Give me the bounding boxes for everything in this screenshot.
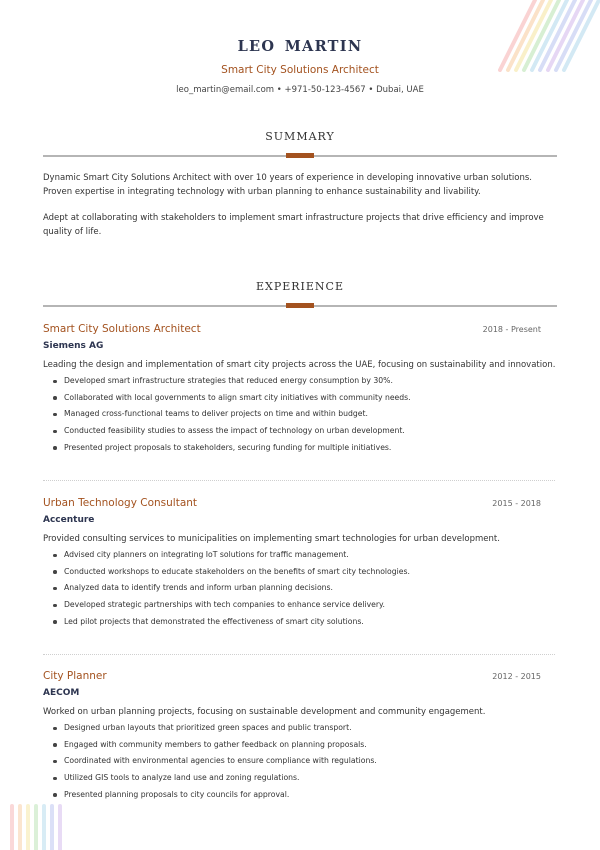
bullet-item: Presented project proposals to stakeholders, securing funding for multiple initiatives. bbox=[53, 440, 557, 457]
bullet-item: Collaborated with local governments to align smart city initiatives with community needs. bbox=[53, 390, 557, 407]
bullet-item: Designed urban layouts that prioritized green spaces and public transport. bbox=[53, 720, 557, 737]
job-dates: 2018 - Present bbox=[482, 325, 541, 334]
resume-header bbox=[0, 38, 600, 95]
bullet-item: Developed smart infrastructure strategies that reduced energy consumption by 30%. bbox=[53, 373, 557, 390]
candidate-title: Smart City Solutions Architect bbox=[221, 64, 379, 76]
job-bullets bbox=[43, 373, 557, 457]
section-rule bbox=[43, 305, 557, 307]
job-role: Smart City Solutions Architect bbox=[43, 323, 201, 335]
job-role: City Planner bbox=[43, 670, 107, 682]
job-description: Provided consulting services to municipalities on implementing smart technologies for urban development. bbox=[43, 534, 500, 544]
job-bullets bbox=[43, 720, 557, 804]
summary-paragraph: Dynamic Smart City Solutions Architect with over 10 years of experience in developing innovative urban solutions. Proven expertise in integrating technology with urban planning to enhance sustainability and livability. bbox=[43, 173, 532, 197]
summary-paragraph: Adept at collaborating with stakeholders to implement smart infrastructure projects that drive efficiency and improve quality of life. bbox=[43, 213, 544, 237]
bullet-item: Managed cross-functional teams to deliver projects on time and within budget. bbox=[53, 406, 557, 423]
job-dates: 2015 - 2018 bbox=[492, 499, 541, 508]
job-description: Worked on urban planning projects, focusing on sustainable development and community engagement. bbox=[43, 707, 486, 717]
summary-body bbox=[43, 172, 557, 252]
job-company: AECOM bbox=[43, 688, 80, 698]
entry-divider bbox=[43, 654, 555, 655]
experience-heading: EXPERIENCE bbox=[255, 280, 345, 293]
bullet-item: Developed strategic partnerships with tech companies to enhance service delivery. bbox=[53, 597, 557, 614]
experience-entry bbox=[43, 670, 557, 804]
decorative-stripes-bottom bbox=[0, 800, 80, 850]
bullet-item: Coordinated with environmental agencies to ensure compliance with regulations. bbox=[53, 753, 557, 770]
bullet-item: Utilized GIS tools to analyze land use and zoning regulations. bbox=[53, 770, 557, 787]
job-description: Leading the design and implementation of smart city projects across the UAE, focusing on sustainability and innovation. bbox=[43, 360, 556, 370]
job-role: Urban Technology Consultant bbox=[43, 497, 198, 509]
job-bullets bbox=[43, 547, 557, 631]
job-company: Accenture bbox=[43, 515, 95, 525]
section-rule bbox=[43, 155, 557, 157]
bullet-item: Conducted feasibility studies to assess the impact of technology on urban development. bbox=[53, 423, 557, 440]
bullet-item: Advised city planners on integrating IoT solutions for traffic management. bbox=[53, 547, 557, 564]
contact-info: leo_martin@email.com • +971-50-123-4567 • Dubai, UAE bbox=[176, 85, 424, 95]
experience-section-header bbox=[43, 280, 557, 307]
bullet-item: Conducted workshops to educate stakeholders on the benefits of smart city technologies. bbox=[53, 564, 557, 581]
job-company: Siemens AG bbox=[43, 341, 104, 351]
rule-accent-mark bbox=[286, 303, 314, 308]
bullet-item: Engaged with community members to gather feedback on planning proposals. bbox=[53, 737, 557, 754]
candidate-name: LEO MARTIN bbox=[237, 38, 363, 55]
rule-accent-mark bbox=[286, 153, 314, 158]
summary-section-header bbox=[43, 130, 557, 157]
job-dates: 2012 - 2015 bbox=[492, 672, 541, 681]
bullet-item: Analyzed data to identify trends and inform urban planning decisions. bbox=[53, 580, 557, 597]
experience-entry bbox=[43, 497, 557, 631]
summary-heading: SUMMARY bbox=[265, 130, 335, 143]
bullet-item: Presented planning proposals to city councils for approval. bbox=[53, 787, 557, 804]
entry-divider bbox=[43, 480, 555, 481]
bullet-item: Led pilot projects that demonstrated the effectiveness of smart city solutions. bbox=[53, 614, 557, 631]
experience-entry bbox=[43, 323, 557, 457]
